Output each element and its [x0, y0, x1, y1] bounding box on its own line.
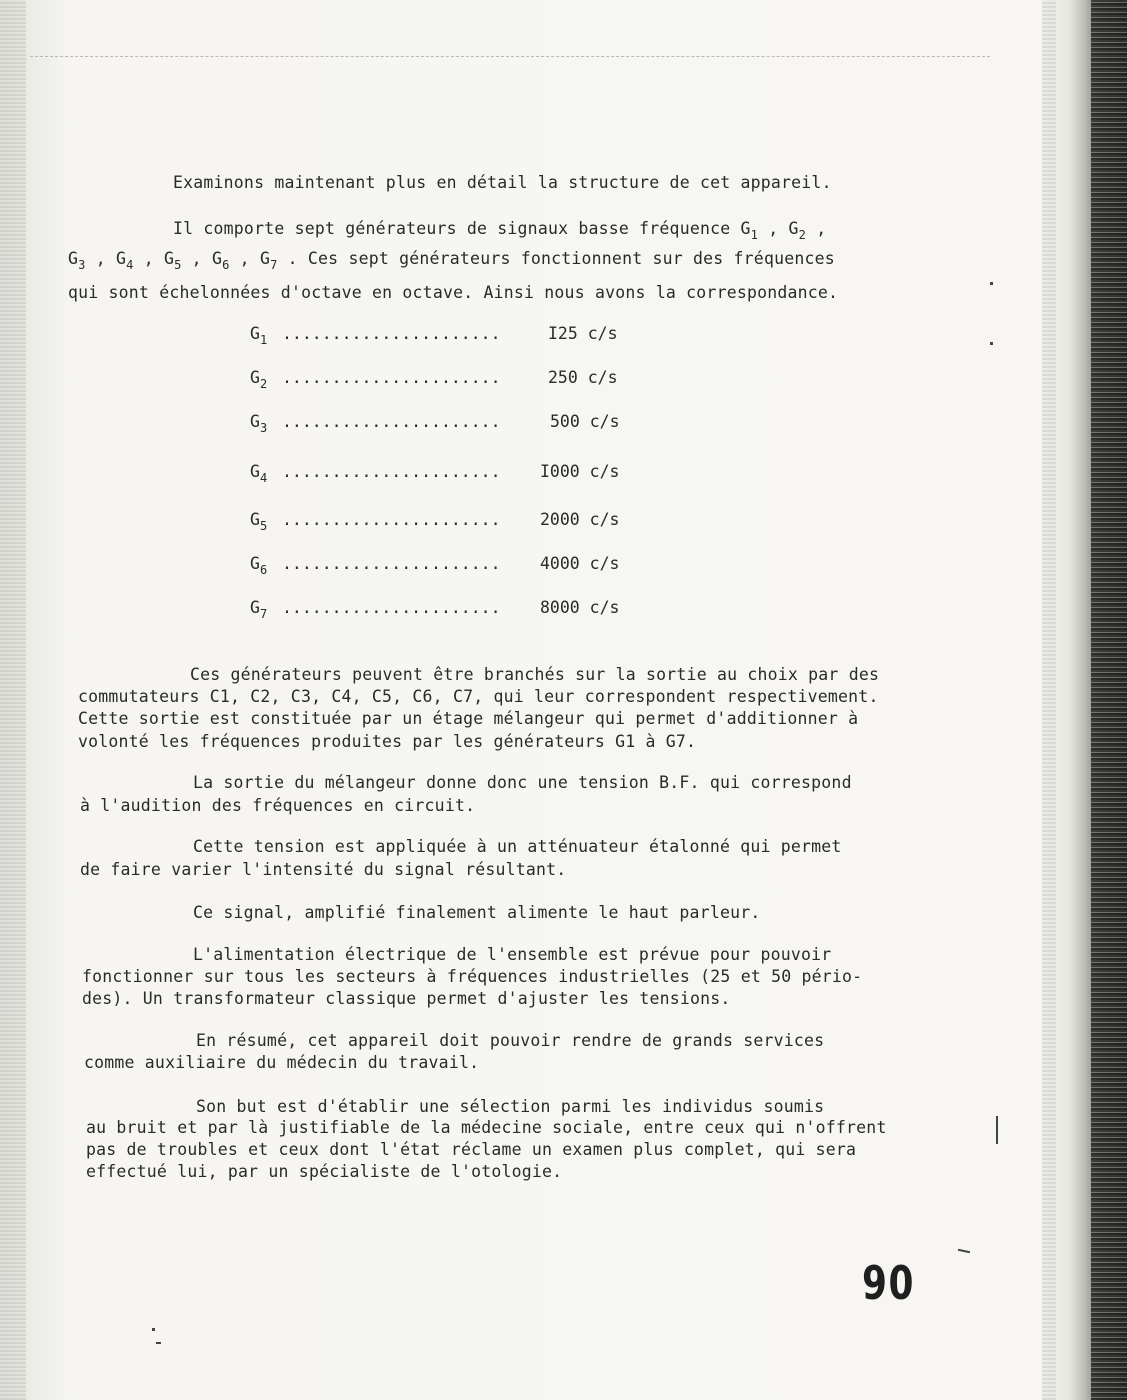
paragraph-line: de faire varier l'intensité du signal résultant. [80, 860, 567, 879]
scan-speck [990, 342, 993, 345]
top-faint-rule [30, 56, 990, 57]
paragraph-line: Ce signal, amplifié finalement alimente le haut parleur. [193, 903, 761, 922]
paragraph-line: Cette tension est appliquée à un atténuateur étalonné qui permet [193, 837, 842, 856]
paragraph-line: La sortie du mélangeur donne donc une tension B.F. qui correspond [193, 773, 852, 792]
scan-mark [996, 1116, 998, 1144]
generator-row-label: $G_7$ ...................... [250, 598, 501, 621]
paragraph-line: fonctionner sur tous les secteurs à fréquences industrielles (25 et 50 pério- [82, 967, 863, 986]
generator-row-label: $G_2$ ...................... [250, 368, 501, 391]
generator-row-value: 8000 c/s [540, 598, 620, 617]
right-page-edge [1091, 0, 1127, 1400]
scan-speck [990, 282, 993, 285]
paragraph-line: comme auxiliaire du médecin du travail. [84, 1053, 480, 1072]
page-number: 90 [862, 1256, 916, 1310]
paragraph-line: Cette sortie est constituée par un étage mélangeur qui permet d'additionner à [78, 709, 859, 728]
generators-intro-line-2: $G_3$ , $G_4$ , $G_5$ , $G_6$ , $G_7$ . Ces sept générateurs fonctionnent sur des fréquences [68, 249, 835, 272]
generator-row-label: $G_1$ ...................... [250, 324, 501, 347]
paragraph-line: pas de troubles et ceux dont l'état réclame un examen plus complet, qui sera [86, 1140, 857, 1159]
paragraph-line: Ces générateurs peuvent être branchés sur la sortie au choix par des [190, 665, 880, 684]
generator-row-value: 2000 c/s [540, 510, 620, 529]
generator-row-value: I25 c/s [548, 324, 618, 343]
paragraph-line: à l'audition des fréquences en circuit. [80, 796, 476, 815]
generators-intro-line-3: qui sont échelonnées d'octave en octave. Ainsi nous avons la correspondance. [68, 283, 839, 302]
paragraph-line: En résumé, cet appareil doit pouvoir rendre de grands services [196, 1031, 825, 1050]
generator-row-label: $G_3$ ...................... [250, 412, 501, 435]
paragraph-line: volonté les fréquences produites par les générateurs G1 à G7. [78, 732, 697, 751]
generator-row-value: 500 c/s [550, 412, 620, 431]
generator-row-value: 250 c/s [548, 368, 618, 387]
generator-row-label: $G_6$ ...................... [250, 554, 501, 577]
left-binding-shadow [0, 0, 26, 1400]
generator-row-label: $G_4$ ...................... [250, 462, 501, 485]
paragraph-line: des). Un transformateur classique permet d'ajuster les tensions. [82, 989, 731, 1008]
generators-intro-line-1: Il comporte sept générateurs de signaux basse fréquence $G_1$ , $G_2$ , [173, 219, 827, 242]
paragraph-line: Son but est d'établir une sélection parmi les individus soumis [196, 1097, 825, 1116]
scan-speck [156, 1342, 161, 1344]
right-margin-shading [1042, 0, 1056, 1400]
scan-speck [152, 1328, 155, 1331]
paragraph-line: effectué lui, par un spécialiste de l'otologie. [86, 1162, 563, 1181]
generator-row-label: $G_5$ ...................... [250, 510, 501, 533]
paragraph-line: au bruit et par là justifiable de la médecine sociale, entre ceux qui n'offrent [86, 1118, 887, 1137]
intro-line: Examinons maintenant plus en détail la structure de cet appareil. [173, 173, 832, 192]
paragraph-line: commutateurs C1, C2, C3, C4, C5, C6, C7, qui leur correspondent respectivement. [78, 687, 879, 706]
generator-row-value: I000 c/s [540, 462, 620, 481]
paragraph-line: L'alimentation électrique de l'ensemble est prévue pour pouvoir [193, 945, 832, 964]
generator-row-value: 4000 c/s [540, 554, 620, 573]
